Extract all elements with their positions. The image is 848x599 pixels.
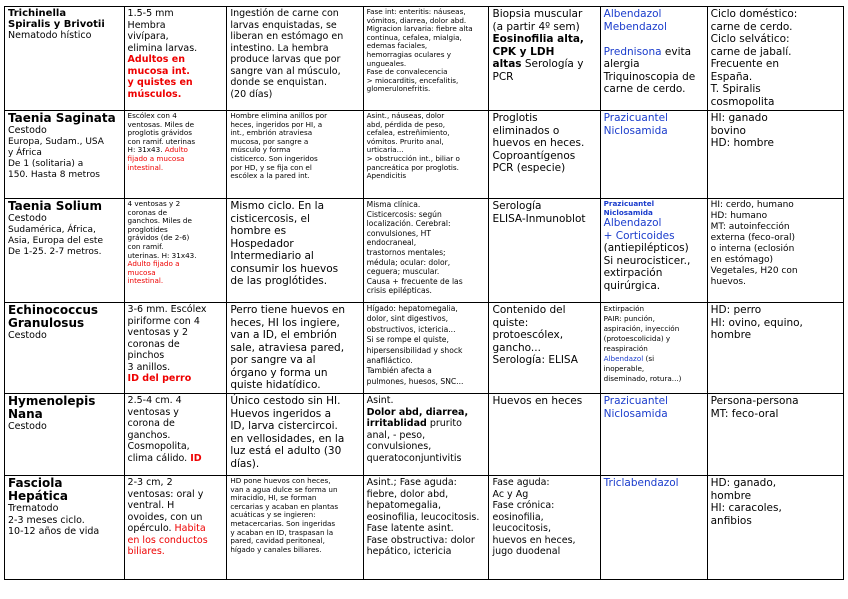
life-cycle-cell: Mismo ciclo. En la cisticercosis, el hombre es Hospedador Intermediario al consumir los huevos de las proglótides. [227,199,363,303]
table-row [5,476,844,580]
clinical-cell: Asint., náuseas, dolor abd, pérdida de peso, cefalea, estreñimiento, vómitos. Prurito anal, urticaria... > obstrucción int., biliar o pancreática por proglotis. Apendicitis [363,111,489,199]
parasite-name-cell [5,394,125,476]
treatment-cell: Extirpación PAIR: punción, aspiración, inyección (protoescolicida) y reaspiración Albendazol (si inoperable, diseminado, rotura...) [600,303,707,394]
life-cycle-cell: HD pone huevos con heces, van a agua dulce se forma un miracidio, HI, se forman cercarias y acaban en plantas acuáticas y se ingieren: metacercarias. Son ingeridas y acaban en ID, traspasan la pared, cavidad peritoneal, hígado y canales biliares. [227,476,363,580]
parasite-type: Nematodo hístico [8,30,92,41]
epidemiology-cell: HI: cerdo, humano HD: humano MT: autoinfección externa (feco-oral) o interna (eclosión en estómago) Vegetales, H20 con huevos. [707,199,843,303]
diagnosis-cell: Serología ELISA-Inmunoblot [489,199,600,303]
life-cycle-cell: Hombre elimina anillos por heces, ingeridos por HI, a int., embrión atraviesa mucosa, por sangre a músculo y forma cisticerco. Son ingeridos por HD, y se fija con el escólex a la pared int. [227,111,363,199]
morphology-cell: 4 ventosas y 2 coronas de ganchos. Miles de proglotides grávidos (de 2-6) con ramif. uterinas. H: 31x43. Adulto fijado a mucosa intestinal. [124,199,227,303]
life-cycle-cell: Ingestión de carne con larvas enquistadas, se liberan en estómago en intestino. La hembra produce larvas que por sangre van al músculo, donde se enquistan. (20 días) [227,7,363,111]
morphology-cell: 1.5-5 mm Hembra vivípara, elimina larvas. Adultos en mucosa int. y quistes en músculos. [124,7,227,111]
diagnosis-cell: Proglotis eliminados o huevos en heces. Coproantígenos PCR (especie) [489,111,600,199]
parasite-name-cell [5,303,125,394]
diagnosis-cell: Huevos en heces [489,394,600,476]
parasite-name: Trichinella [8,8,67,19]
parasite-name: Taenia Solium [8,199,102,213]
parasite-name: Granulosus [8,316,85,330]
parasite-name: Taenia Saginata [8,111,116,125]
clinical-cell: Fase int: enteritis: náuseas, vómitos, diarrea, dolor abd. Migracion larvaria: fiebre alta continua, cefalea, mialgia, edemas faciales, hemorragias oculares y ungueales. Fase de convalecencia > miocarditis, encefalitis, glomerulonefritis. [363,7,489,111]
morphology-cell: 3-6 mm. Escólex piriforme con 4 ventosas y 2 coronas de pinchos 3 anillos. ID del perro [124,303,227,394]
parasite-name-cell [5,7,125,111]
parasite-type: Cestodo [8,330,47,341]
treatment-cell: Prazicuantel Niclosamida [600,111,707,199]
morphology-cell: Escólex con 4 ventosas. Miles de proglotis grávidos con ramif. uterinas H: 31x43. Adulto fijado a mucosa intestinal. [124,111,227,199]
parasite-type: Cestodo [8,421,47,432]
table-row [5,7,844,111]
epidemiology-cell: Ciclo doméstico: carne de cerdo. Ciclo selvático: carne de jabalí. Frecuente en España. T. Spiralis cosmopolita [707,7,843,111]
epidemiology-cell: HD: ganado, hombre HI: caracoles, anfibios [707,476,843,580]
life-cycle-cell: Único cestodo sin HI. Huevos ingeridos a ID, larva cistercircoi. en vellosidades, en la luz está el adulto (30 días). [227,394,363,476]
diagnosis-cell: Contenido del quiste: protoescólex, gancho... Serología: ELISA [489,303,600,394]
table-row [5,394,844,476]
parasite-name: Hymenolepis [8,394,96,408]
parasite-name: Nana [8,407,43,421]
diagnosis-cell: Biopsia muscular (a partir 4º sem) Eosinofilia alta, CPK y LDH altas Serología y PCR [489,7,600,111]
morphology-cell: 2.5-4 cm. 4 ventosas y corona de ganchos. Cosmopolita, clima cálido. ID [124,394,227,476]
treatment-cell: Albendazol Mebendazol Prednisona evita alergia Triquinoscopia de carne de cerdo. [600,7,707,111]
parasite-type: Cestodo [8,213,47,224]
treatment-cell: Prazicuantel Niclosamida Albendazol + Corticoides (antiepilépticos) Si neurocisticer., extirpación quirúrgica. [600,199,707,303]
parasite-name: Spiralis y Brivotii [8,19,105,30]
treatment-cell: Prazicuantel Niclosamida [600,394,707,476]
diagnosis-cell: Fase aguda: Ac y Ag Fase crónica: eosinofilia, leucocitosis, huevos en heces, jugo duodenal [489,476,600,580]
parasite-name-cell: Taenia Solium Cestodo Sudamérica, África, Asia, Europa del este De 1-25. 2-7 metros. [5,199,125,303]
table-row [5,111,844,199]
clinical-cell: Asint. Dolor abd, diarrea, irritablidad prurito anal, - peso, convulsiones, queratoconjuntivitis [363,394,489,476]
parasite-table [4,6,844,580]
clinical-cell: Hígado: hepatomegalia, dolor, sint digestivos, obstructivos, ictericia... Si se rompe el quiste, hipersensibilidad y shock anafiláctico. También afecta a pulmones, huesos, SNC... [363,303,489,394]
parasite-name: Hepática [8,489,68,503]
parasite-type: Trematodo [8,503,59,514]
parasite-type: Cestodo [8,125,47,136]
parasite-name: Echinococcus [8,303,99,317]
parasite-name-cell: Fasciola Hepática Trematodo 2-3 meses ciclo. 10-12 años de vida [5,476,125,580]
treatment-cell: Triclabendazol [600,476,707,580]
table-row [5,303,844,394]
clinical-cell: Asint.; Fase aguda: fiebre, dolor abd, hepatomegalia, eosinofilia, leucocitosis. Fase latente asint. Fase obstructiva: dolor hepático, ictericia [363,476,489,580]
life-cycle-cell: Perro tiene huevos en heces, HI los ingiere, van a ID, el embrión sale, atraviesa pared, por sangre va al órgano y forma un quiste hidatídico. [227,303,363,394]
table-row [5,199,844,303]
morphology-cell: 2-3 cm, 2 ventosas: oral y ventral. H ovoides, con un opérculo. Habita en los conductos biliares. [124,476,227,580]
parasite-name: Fasciola [8,476,63,490]
epidemiology-cell: HD: perro HI: ovino, equino, hombre [707,303,843,394]
parasite-name-cell: Taenia Saginata Cestodo Europa, Sudam., USA y África De 1 (solitaria) a 150. Hasta 8 metros [5,111,125,199]
clinical-cell: Misma clínica. Cisticercosis: según localización. Cerebral: convulsiones, HT endocraneal, trastornos mentales; médula; ocular: dolor, ceguera; muscular. Causa + frecuente de las crisis epilépticas. [363,199,489,303]
epidemiology-cell: Persona-persona MT: feco-oral [707,394,843,476]
epidemiology-cell: HI: ganado bovino HD: hombre [707,111,843,199]
